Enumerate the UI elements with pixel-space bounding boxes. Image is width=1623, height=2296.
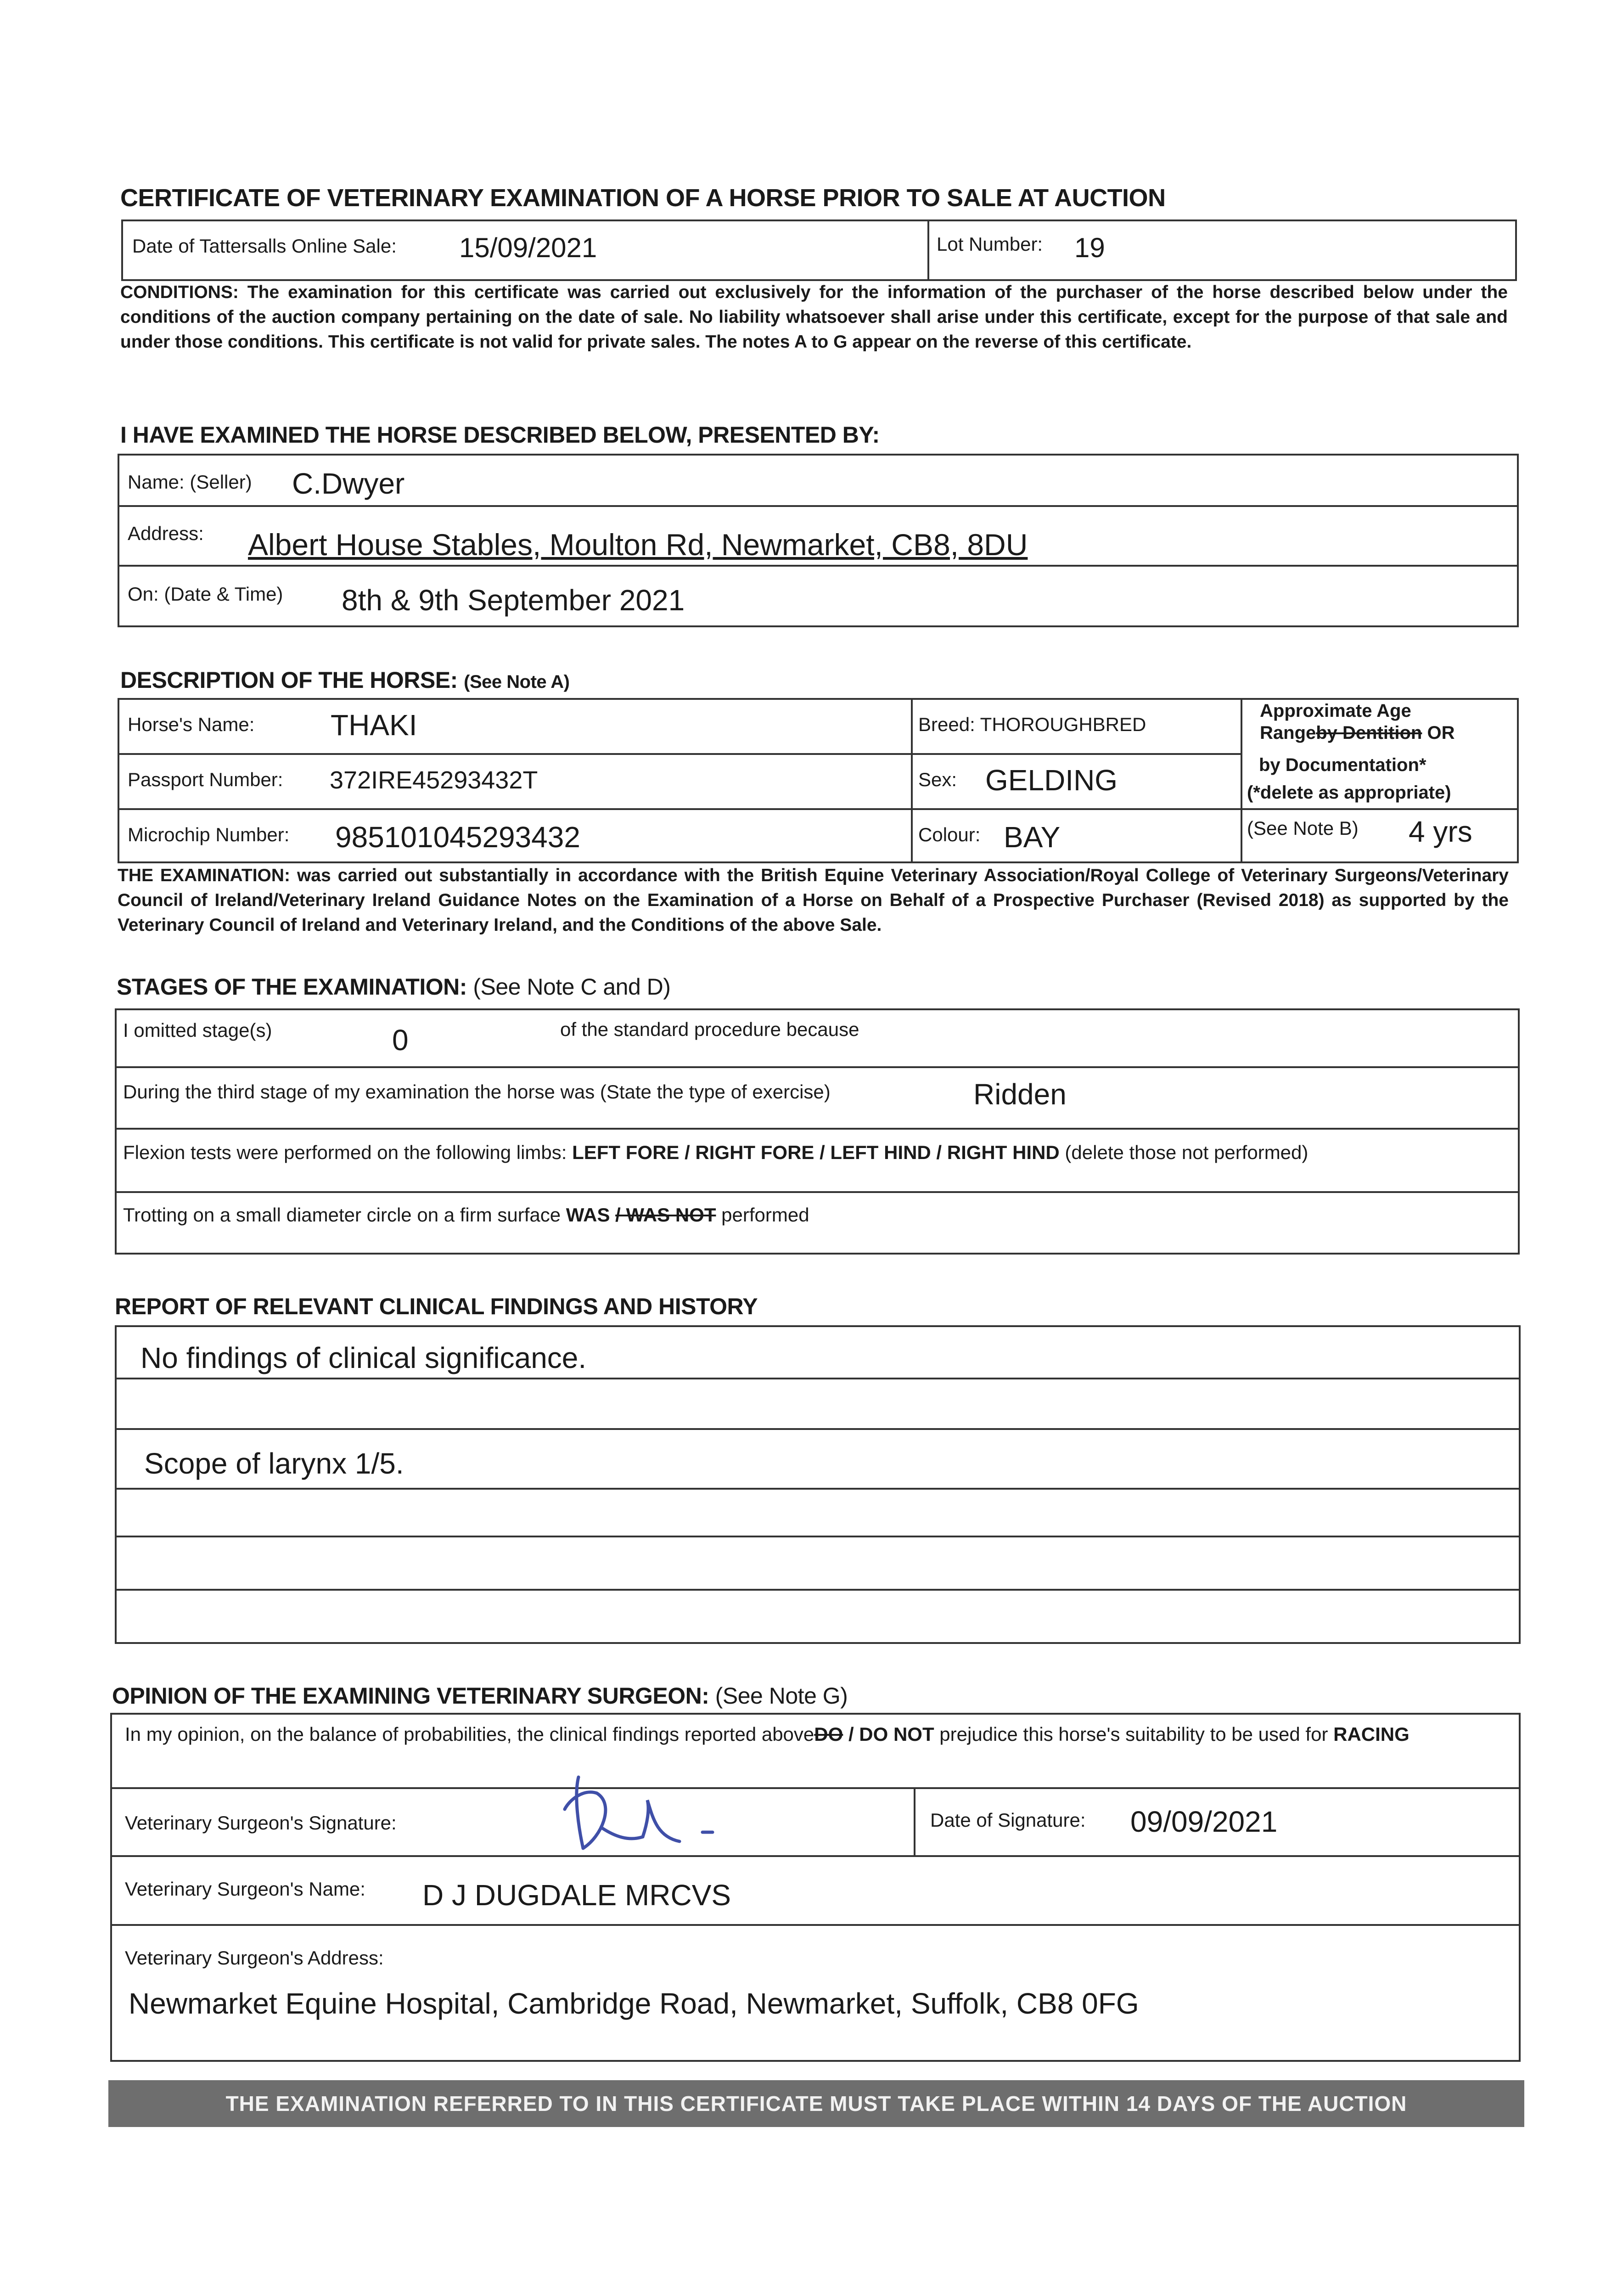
examination-text: was carried out substantially in accordance with the British Equine Veterinary Association/Royal College of Veterinary Surgeons/Veterinary Council of Ireland/Veterinary Ireland Guidance Notes on the Examination of a Horse on Behalf of a Prospective Purchaser (Revised 2018) as supported by the Veterinary Council of Ireland and Veterinary Ireland, and the Conditions of the above Sale.	[118, 866, 1509, 935]
vet-name-label: Veterinary Surgeon's Name:	[125, 1878, 365, 1900]
presented-heading: I HAVE EXAMINED THE HORSE DESCRIBED BELOW, PRESENTED BY:	[120, 422, 880, 448]
omitted-stages-value: 0	[392, 1024, 409, 1057]
third-stage-label: During the third stage of my examination the horse was (State the type of exercise)	[123, 1081, 831, 1103]
sale-date-value: 15/09/2021	[459, 232, 597, 263]
opinion-statement: In my opinion, on the balance of probabilities, the clinical findings reported aboveDO / DO NOT prejudice this horse's suitability to be used for RACING	[125, 1723, 1410, 1745]
vet-name-value: D J DUGDALE MRCVS	[422, 1879, 731, 1912]
date-time-value: 8th & 9th September 2021	[342, 584, 685, 617]
trotting-statement: Trotting on a small diameter circle on a firm surface WAS / WAS NOT performed	[123, 1204, 809, 1226]
passport-value: 372IRE45293432T	[330, 766, 538, 794]
signature-label: Veterinary Surgeon's Signature:	[125, 1812, 397, 1834]
third-stage-value: Ridden	[973, 1078, 1067, 1111]
seller-name-label: Name: (Seller)	[128, 471, 252, 493]
sex-value: GELDING	[985, 764, 1118, 797]
address-value: Albert House Stables, Moulton Rd, Newmarket, CB8, 8DU	[248, 528, 1028, 562]
sale-date-label: Date of Tattersalls Online Sale:	[132, 235, 397, 257]
colour-label: Colour:	[918, 824, 981, 845]
conditions-paragraph	[120, 280, 1508, 355]
lot-number-value: 19	[1074, 232, 1105, 263]
age-method-label: by Documentation* (*delete as appropriate)	[1247, 755, 1451, 803]
opinion-use: RACING	[1333, 1723, 1410, 1745]
omitted-stages-suffix: of the standard procedure because	[560, 1019, 859, 1040]
examination-heading: THE EXAMINATION:	[118, 866, 291, 885]
description-heading: DESCRIPTION OF THE HORSE: (See Note A)	[120, 667, 570, 693]
handwritten-signature	[551, 1768, 762, 1855]
microchip-value: 985101045293432	[335, 821, 580, 854]
flexion-limbs: LEFT FORE / RIGHT FORE / LEFT HIND / RIGHT HIND	[572, 1142, 1060, 1163]
note-b-label: (See Note B)	[1247, 817, 1359, 839]
date-time-label: On: (Date & Time)	[128, 583, 283, 605]
vet-address-label: Veterinary Surgeon's Address:	[125, 1947, 384, 1969]
signature-date-value: 09/09/2021	[1130, 1805, 1278, 1838]
breed-value: THOROUGHBRED	[980, 714, 1146, 735]
lot-number-label: Lot Number:	[937, 233, 1043, 255]
opinion-heading: OPINION OF THE EXAMINING VETERINARY SURGEON: (See Note G)	[112, 1683, 848, 1709]
report-line-1: No findings of clinical significance.	[140, 1341, 587, 1374]
conditions-text: The examination for this certificate was carried out exclusively for the information of the purchaser of the horse described below under the conditions of the auction company pertaining on the date of sale. No liability whatsoever shall arise under this certificate, except for the purpose of that sale and under those conditions. This certificate is not valid for private sales. The notes A to G appear on the reverse of this certificate.	[120, 282, 1508, 352]
stages-heading: STAGES OF THE EXAMINATION: (See Note C and D)	[117, 974, 671, 1000]
seller-name-value: C.Dwyer	[292, 467, 405, 500]
flexion-tests: Flexion tests were performed on the following limbs: LEFT FORE / RIGHT FORE / LEFT HIND / RIGHT HIND (delete those not performed)	[123, 1142, 1309, 1163]
horse-name-value: THAKI	[331, 709, 417, 742]
colour-value: BAY	[1004, 821, 1061, 854]
signature-date-label: Date of Signature:	[930, 1809, 1086, 1831]
omitted-stages-label: I omitted stage(s)	[123, 1019, 272, 1041]
address-label: Address:	[128, 523, 204, 544]
passport-label: Passport Number:	[128, 769, 283, 790]
certificate-title: CERTIFICATE OF VETERINARY EXAMINATION OF A HORSE PRIOR TO SALE AT AUCTION	[120, 184, 1166, 212]
footer-banner: THE EXAMINATION REFERRED TO IN THIS CERTIFICATE MUST TAKE PLACE WITHIN 14 DAYS OF THE AUCTION	[108, 2080, 1524, 2127]
horse-name-label: Horse's Name:	[128, 714, 255, 735]
age-value: 4 yrs	[1409, 815, 1472, 848]
sex-label: Sex:	[918, 769, 957, 790]
examination-paragraph	[118, 863, 1509, 938]
vet-address-value: Newmarket Equine Hospital, Cambridge Road, Newmarket, Suffolk, CB8 0FG	[129, 1987, 1139, 2020]
microchip-label: Microchip Number:	[128, 824, 290, 845]
report-line-3: Scope of larynx 1/5.	[144, 1447, 404, 1480]
breed-field: Breed: THOROUGHBRED	[918, 714, 1146, 735]
conditions-heading: CONDITIONS:	[120, 282, 239, 302]
approx-age-label: Approximate Age Rangeby Dentition OR	[1260, 701, 1455, 743]
report-heading: REPORT OF RELEVANT CLINICAL FINDINGS AND HISTORY	[115, 1294, 758, 1319]
